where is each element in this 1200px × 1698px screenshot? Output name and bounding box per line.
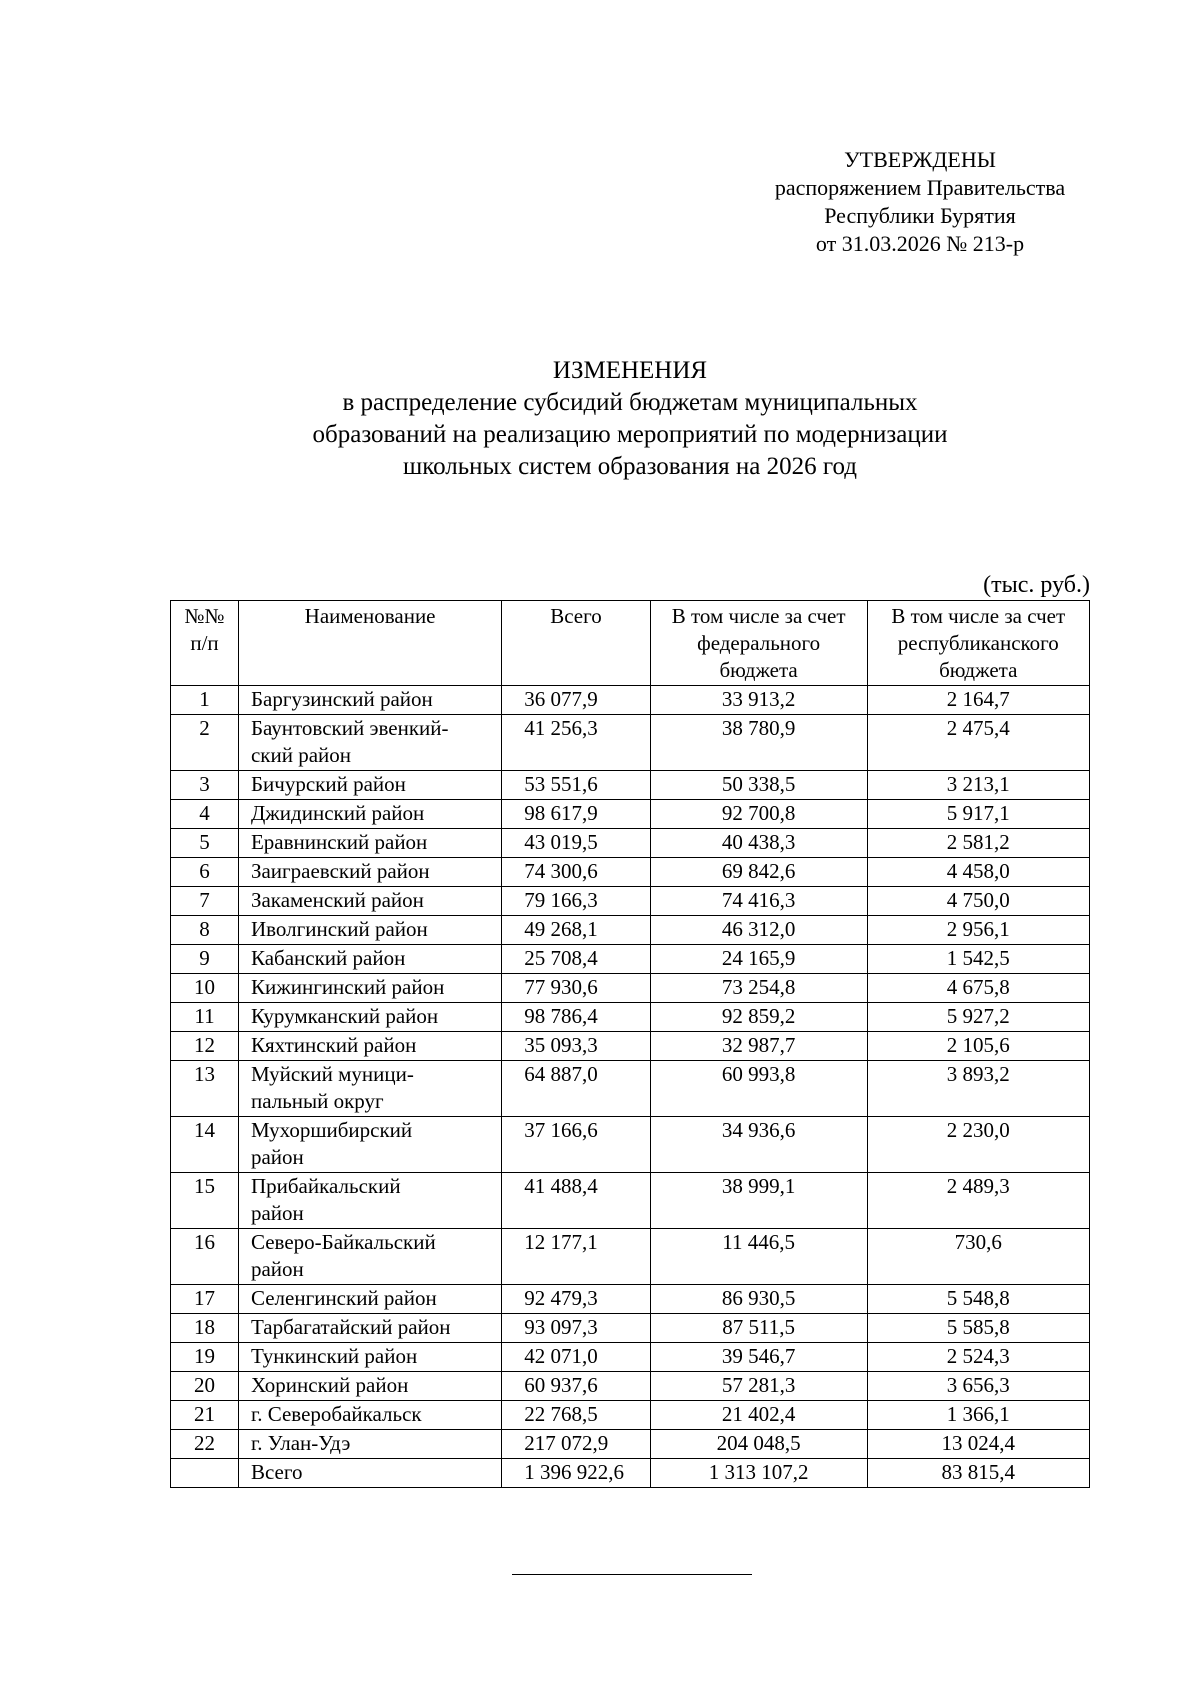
row-number: 17 — [171, 1285, 239, 1314]
row-number: 12 — [171, 1032, 239, 1061]
row-number: 14 — [171, 1117, 239, 1173]
row-total: 1 396 922,6 — [502, 1459, 650, 1488]
row-name — [238, 887, 501, 916]
table-row — [171, 1343, 1090, 1372]
row-name-line: Кижингинский район — [250, 975, 445, 999]
row-number — [171, 1459, 239, 1488]
approval-republic: Республики Бурятия — [824, 203, 1016, 228]
row-republic: 2 230,0 — [867, 1117, 1089, 1173]
row-republic: 2 489,3 — [867, 1173, 1089, 1229]
row-number: 21 — [171, 1401, 239, 1430]
row-republic: 4 750,0 — [867, 887, 1089, 916]
row-name-line: Баргузинский район — [250, 687, 433, 711]
row-name — [238, 1459, 501, 1488]
table-row — [171, 1401, 1090, 1430]
table-row — [171, 945, 1090, 974]
row-name-line: Кяхтинский район — [250, 1033, 417, 1057]
row-name — [238, 1173, 501, 1229]
row-republic: 2 956,1 — [867, 916, 1089, 945]
row-number: 4 — [171, 800, 239, 829]
table-row — [171, 1229, 1090, 1285]
row-republic: 5 917,1 — [867, 800, 1089, 829]
row-number: 8 — [171, 916, 239, 945]
table-row — [171, 916, 1090, 945]
row-federal: 11 446,5 — [650, 1229, 867, 1285]
row-republic: 2 105,6 — [867, 1032, 1089, 1061]
row-total: 79 166,3 — [502, 887, 650, 916]
row-name-line: район — [250, 1257, 304, 1281]
row-federal: 38 780,9 — [650, 715, 867, 771]
row-number: 15 — [171, 1173, 239, 1229]
row-republic: 2 524,3 — [867, 1343, 1089, 1372]
row-republic: 5 548,8 — [867, 1285, 1089, 1314]
table-row — [171, 1372, 1090, 1401]
row-number: 10 — [171, 974, 239, 1003]
row-name — [238, 1343, 501, 1372]
row-number: 5 — [171, 829, 239, 858]
table-row — [171, 1314, 1090, 1343]
row-total: 77 930,6 — [502, 974, 650, 1003]
row-name-line: Всего — [250, 1460, 303, 1484]
table-row — [171, 1003, 1090, 1032]
row-total: 42 071,0 — [502, 1343, 650, 1372]
row-total: 12 177,1 — [502, 1229, 650, 1285]
row-name-line: Муйский муници- — [250, 1062, 414, 1086]
row-total: 25 708,4 — [502, 945, 650, 974]
row-republic: 13 024,4 — [867, 1430, 1089, 1459]
row-name-line: Хоринский район — [250, 1373, 409, 1397]
title-line-3: школьных систем образования на 2026 год — [403, 453, 857, 480]
row-number: 7 — [171, 887, 239, 916]
table-row — [171, 1117, 1090, 1173]
row-federal: 57 281,3 — [650, 1372, 867, 1401]
row-republic: 1 366,1 — [867, 1401, 1089, 1430]
row-name — [238, 686, 501, 715]
row-republic: 2 475,4 — [867, 715, 1089, 771]
title-heading: ИЗМЕНЕНИЯ — [552, 357, 708, 384]
row-federal: 32 987,7 — [650, 1032, 867, 1061]
row-republic: 2 164,7 — [867, 686, 1089, 715]
table-row — [171, 1032, 1090, 1061]
row-federal: 1 313 107,2 — [650, 1459, 867, 1488]
header-federal — [650, 601, 867, 686]
approval-stamp — [730, 146, 1110, 258]
row-number: 22 — [171, 1430, 239, 1459]
approval-issuer: распоряжением Правительства — [774, 175, 1066, 200]
table-row — [171, 1430, 1090, 1459]
row-federal: 33 913,2 — [650, 686, 867, 715]
row-name-line: Заиграевский район — [250, 859, 430, 883]
row-number: 3 — [171, 771, 239, 800]
title-line-1: в распределение субсидий бюджетам муниципальных — [342, 389, 918, 416]
row-republic: 5 585,8 — [867, 1314, 1089, 1343]
row-federal: 34 936,6 — [650, 1117, 867, 1173]
header-federal-line: федерального — [697, 631, 821, 655]
closing-rule — [512, 1574, 752, 1575]
header-total: Всего — [502, 601, 650, 686]
table-row — [171, 1285, 1090, 1314]
row-number: 18 — [171, 1314, 239, 1343]
row-name — [238, 800, 501, 829]
row-name — [238, 715, 501, 771]
row-total: 37 166,6 — [502, 1117, 650, 1173]
row-number: 2 — [171, 715, 239, 771]
table-row — [171, 686, 1090, 715]
row-number: 13 — [171, 1061, 239, 1117]
row-republic: 83 815,4 — [867, 1459, 1089, 1488]
row-name — [238, 1117, 501, 1173]
row-total: 93 097,3 — [502, 1314, 650, 1343]
row-number: 20 — [171, 1372, 239, 1401]
row-name — [238, 1229, 501, 1285]
row-republic: 2 581,2 — [867, 829, 1089, 858]
row-name-line: район — [250, 1145, 304, 1169]
row-name — [238, 1003, 501, 1032]
row-name-line: Иволгинский район — [250, 917, 428, 941]
row-total: 36 077,9 — [502, 686, 650, 715]
table-row — [171, 829, 1090, 858]
row-total: 41 256,3 — [502, 715, 650, 771]
row-total: 53 551,6 — [502, 771, 650, 800]
row-name — [238, 1401, 501, 1430]
row-name — [238, 1430, 501, 1459]
table-row — [171, 974, 1090, 1003]
row-republic: 3 213,1 — [867, 771, 1089, 800]
row-name — [238, 974, 501, 1003]
row-federal: 86 930,5 — [650, 1285, 867, 1314]
row-name — [238, 771, 501, 800]
row-federal: 69 842,6 — [650, 858, 867, 887]
row-name-line: Северо-Байкальский — [250, 1230, 436, 1254]
row-name-line: Еравнинский район — [250, 830, 428, 854]
row-total: 74 300,6 — [502, 858, 650, 887]
row-republic: 5 927,2 — [867, 1003, 1089, 1032]
row-name — [238, 1372, 501, 1401]
row-name-line: Прибайкальский — [250, 1174, 401, 1198]
table-row — [171, 771, 1090, 800]
row-name — [238, 858, 501, 887]
row-total: 35 093,3 — [502, 1032, 650, 1061]
row-federal: 92 700,8 — [650, 800, 867, 829]
table-row — [171, 1173, 1090, 1229]
row-name — [238, 916, 501, 945]
row-federal: 73 254,8 — [650, 974, 867, 1003]
row-number: 16 — [171, 1229, 239, 1285]
row-name-line: Бичурский район — [250, 772, 406, 796]
row-name-line: Мухоршибирский — [250, 1118, 413, 1142]
row-republic: 3 656,3 — [867, 1372, 1089, 1401]
row-number: 1 — [171, 686, 239, 715]
table-row — [171, 1061, 1090, 1117]
table-header-row — [171, 601, 1090, 686]
row-number: 11 — [171, 1003, 239, 1032]
row-total: 98 617,9 — [502, 800, 650, 829]
row-total: 49 268,1 — [502, 916, 650, 945]
row-name-line: Курумканский район — [250, 1004, 439, 1028]
row-name-line: Джидинский район — [250, 801, 425, 825]
row-federal: 38 999,1 — [650, 1173, 867, 1229]
row-name — [238, 945, 501, 974]
row-republic: 3 893,2 — [867, 1061, 1089, 1117]
row-republic: 4 675,8 — [867, 974, 1089, 1003]
table-row — [171, 800, 1090, 829]
row-number: 6 — [171, 858, 239, 887]
row-total: 98 786,4 — [502, 1003, 650, 1032]
row-total: 60 937,6 — [502, 1372, 650, 1401]
header-republic — [867, 601, 1089, 686]
units-label: (тыс. руб.) — [983, 572, 1090, 598]
row-total: 92 479,3 — [502, 1285, 650, 1314]
row-federal: 87 511,5 — [650, 1314, 867, 1343]
row-name-line: пальный округ — [250, 1089, 384, 1113]
row-total: 22 768,5 — [502, 1401, 650, 1430]
header-federal-line: бюджета — [719, 658, 798, 682]
title-line-2: образований на реализацию мероприятий по модернизации — [312, 421, 948, 448]
row-number: 19 — [171, 1343, 239, 1372]
row-name — [238, 1314, 501, 1343]
table-row — [171, 887, 1090, 916]
row-total: 64 887,0 — [502, 1061, 650, 1117]
row-name-line: район — [250, 1201, 304, 1225]
row-federal: 50 338,5 — [650, 771, 867, 800]
row-total: 41 488,4 — [502, 1173, 650, 1229]
table-body — [171, 686, 1090, 1488]
row-federal: 46 312,0 — [650, 916, 867, 945]
row-name — [238, 1061, 501, 1117]
subsidy-table — [170, 600, 1090, 1488]
header-num — [171, 601, 239, 686]
header-name: Наименование — [238, 601, 501, 686]
table-row — [171, 1459, 1090, 1488]
table-row — [171, 858, 1090, 887]
row-federal: 39 546,7 — [650, 1343, 867, 1372]
header-republic-line: республиканского — [897, 631, 1059, 655]
row-republic: 730,6 — [867, 1229, 1089, 1285]
row-name-line: г. Улан-Удэ — [250, 1431, 351, 1455]
header-republic-line: бюджета — [939, 658, 1018, 682]
table-row — [171, 715, 1090, 771]
header-num-line: №№ — [184, 604, 225, 628]
row-federal: 92 859,2 — [650, 1003, 867, 1032]
row-federal: 60 993,8 — [650, 1061, 867, 1117]
row-name-line: Кабанский район — [250, 946, 406, 970]
row-name — [238, 829, 501, 858]
approval-title: УТВЕРЖДЕНЫ — [844, 147, 996, 172]
row-name-line: Баунтовский эвенкий- — [250, 716, 449, 740]
row-republic: 1 542,5 — [867, 945, 1089, 974]
row-federal: 24 165,9 — [650, 945, 867, 974]
row-federal: 74 416,3 — [650, 887, 867, 916]
row-total: 43 019,5 — [502, 829, 650, 858]
header-num-line: п/п — [190, 631, 219, 655]
row-federal: 21 402,4 — [650, 1401, 867, 1430]
row-total: 217 072,9 — [502, 1430, 650, 1459]
row-name — [238, 1285, 501, 1314]
row-federal: 40 438,3 — [650, 829, 867, 858]
row-name-line: Тункинский район — [250, 1344, 418, 1368]
row-name-line: Закаменский район — [250, 888, 424, 912]
row-republic: 4 458,0 — [867, 858, 1089, 887]
header-federal-line: В том числе за счет — [671, 604, 846, 628]
row-name-line: Тарбагатайский район — [250, 1315, 451, 1339]
row-number: 9 — [171, 945, 239, 974]
row-name-line: г. Северобайкальск — [250, 1402, 422, 1426]
row-name — [238, 1032, 501, 1061]
row-name-line: ский район — [250, 743, 352, 767]
approval-date-number: от 31.03.2026 № 213-р — [815, 231, 1025, 256]
header-republic-line: В том числе за счет — [891, 604, 1066, 628]
row-name-line: Селенгинский район — [250, 1286, 437, 1310]
document-title — [170, 355, 1090, 483]
row-federal: 204 048,5 — [650, 1430, 867, 1459]
